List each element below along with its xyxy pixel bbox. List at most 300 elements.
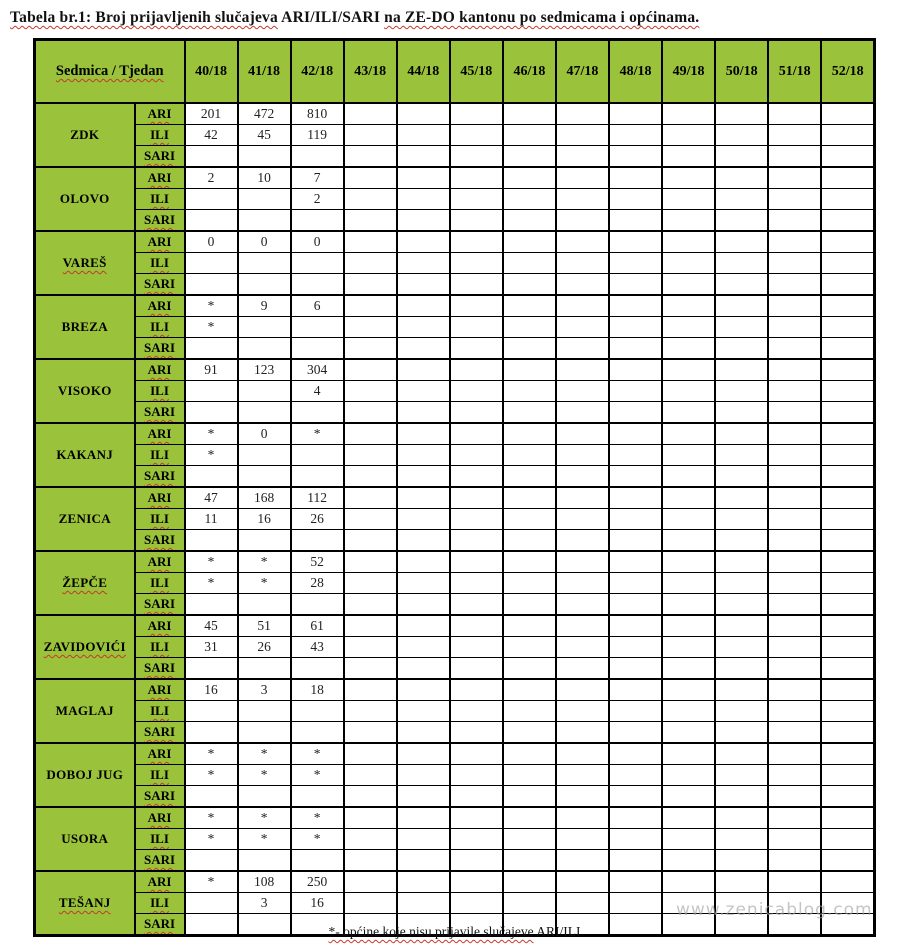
row-type-cell: ILI	[135, 893, 185, 914]
data-cell	[768, 359, 821, 381]
data-cell: *	[291, 423, 344, 445]
data-cell	[768, 210, 821, 232]
data-cell	[556, 231, 609, 253]
data-cell: *	[238, 573, 291, 594]
data-cell: 42	[185, 125, 238, 146]
row-type-cell: SARI	[135, 914, 185, 936]
data-cell: 0	[238, 423, 291, 445]
table-row	[35, 359, 875, 381]
data-cell	[609, 551, 662, 573]
data-cell	[344, 359, 397, 381]
data-cell	[344, 850, 397, 872]
data-cell	[715, 829, 768, 850]
data-cell	[556, 551, 609, 573]
data-cell	[662, 658, 715, 680]
data-cell	[662, 317, 715, 338]
data-cell	[503, 871, 556, 893]
data-cell	[503, 167, 556, 189]
row-type-cell: ILI	[135, 125, 185, 146]
data-cell	[715, 445, 768, 466]
data-cell	[662, 402, 715, 424]
data-cell	[556, 445, 609, 466]
data-cell	[715, 338, 768, 360]
data-cell	[609, 125, 662, 146]
table-row	[35, 871, 875, 893]
data-cell: *	[238, 743, 291, 765]
data-cell	[821, 381, 874, 402]
data-cell	[662, 253, 715, 274]
data-cell: *	[185, 423, 238, 445]
data-cell	[556, 829, 609, 850]
data-cell	[768, 253, 821, 274]
data-cell	[450, 295, 503, 317]
data-cell	[821, 189, 874, 210]
data-cell	[397, 466, 450, 488]
data-cell	[662, 487, 715, 509]
data-cell: *	[238, 829, 291, 850]
data-cell	[344, 722, 397, 744]
municipality-cell: OLOVO	[35, 167, 135, 231]
row-type-cell: SARI	[135, 786, 185, 808]
data-cell	[609, 679, 662, 701]
data-cell	[821, 551, 874, 573]
data-cell	[556, 167, 609, 189]
data-cell	[503, 551, 556, 573]
row-type-cell: ARI	[135, 295, 185, 317]
page-title-part1: Tabela br.1: Broj prijavljenih slučajeva	[10, 9, 278, 26]
row-type-cell: ILI	[135, 253, 185, 274]
data-cell	[450, 338, 503, 360]
data-cell	[662, 551, 715, 573]
data-cell	[662, 445, 715, 466]
data-cell	[291, 466, 344, 488]
data-cell: 7	[291, 167, 344, 189]
data-cell	[450, 231, 503, 253]
row-type-cell: ILI	[135, 829, 185, 850]
data-cell	[185, 594, 238, 616]
data-cell	[768, 338, 821, 360]
data-cell	[503, 743, 556, 765]
data-cell	[503, 381, 556, 402]
data-cell	[609, 295, 662, 317]
municipality-cell: ŽEPČE	[35, 551, 135, 615]
data-cell: 10	[238, 167, 291, 189]
municipality-cell: MAGLAJ	[35, 679, 135, 743]
municipality-cell: ZAVIDOVIĆI	[35, 615, 135, 679]
data-cell: 45	[238, 125, 291, 146]
data-cell	[450, 701, 503, 722]
data-cell	[556, 722, 609, 744]
data-cell	[503, 893, 556, 914]
data-cell	[556, 615, 609, 637]
data-cell	[821, 509, 874, 530]
data-cell	[397, 167, 450, 189]
data-cell	[821, 210, 874, 232]
data-cell	[238, 381, 291, 402]
table-row	[35, 231, 875, 253]
data-cell	[715, 573, 768, 594]
table-row	[35, 295, 875, 317]
data-cell	[609, 338, 662, 360]
data-cell	[185, 658, 238, 680]
data-cell	[397, 189, 450, 210]
data-cell	[397, 210, 450, 232]
data-cell	[715, 125, 768, 146]
data-cell	[715, 658, 768, 680]
data-cell	[450, 509, 503, 530]
data-cell	[450, 551, 503, 573]
data-cell	[450, 210, 503, 232]
data-cell	[556, 295, 609, 317]
data-cell	[344, 295, 397, 317]
data-cell: 304	[291, 359, 344, 381]
data-cell	[503, 423, 556, 445]
data-cell	[662, 189, 715, 210]
data-cell	[185, 402, 238, 424]
data-cell	[397, 594, 450, 616]
data-cell	[397, 615, 450, 637]
data-cell: *	[291, 829, 344, 850]
data-cell	[662, 807, 715, 829]
data-cell	[238, 786, 291, 808]
data-cell	[609, 167, 662, 189]
data-cell	[503, 210, 556, 232]
data-cell	[609, 829, 662, 850]
data-cell	[397, 103, 450, 125]
data-cell: *	[238, 765, 291, 786]
table-row	[35, 679, 875, 701]
data-cell: 123	[238, 359, 291, 381]
data-cell	[450, 786, 503, 808]
data-cell	[238, 530, 291, 552]
data-cell	[450, 530, 503, 552]
data-cell	[821, 722, 874, 744]
data-cell	[344, 189, 397, 210]
data-cell	[344, 253, 397, 274]
table-row	[35, 274, 875, 296]
data-cell	[715, 807, 768, 829]
data-cell	[821, 445, 874, 466]
data-cell	[344, 338, 397, 360]
data-cell	[609, 231, 662, 253]
data-cell	[609, 274, 662, 296]
data-cell	[397, 295, 450, 317]
data-cell	[503, 765, 556, 786]
data-cell	[715, 189, 768, 210]
data-cell	[556, 786, 609, 808]
data-cell: 18	[291, 679, 344, 701]
table-row	[35, 423, 875, 445]
data-cell	[609, 637, 662, 658]
data-cell	[609, 807, 662, 829]
data-cell	[768, 765, 821, 786]
data-cell	[556, 125, 609, 146]
data-cell	[185, 893, 238, 914]
week-header-cell: 44/18	[397, 40, 450, 104]
data-cell	[768, 679, 821, 701]
data-cell	[556, 210, 609, 232]
data-cell	[609, 253, 662, 274]
data-cell: *	[291, 807, 344, 829]
data-cell	[397, 423, 450, 445]
data-cell	[503, 829, 556, 850]
data-cell	[397, 765, 450, 786]
data-cell	[344, 615, 397, 637]
data-cell	[556, 871, 609, 893]
data-cell	[450, 743, 503, 765]
data-cell	[768, 487, 821, 509]
data-cell	[344, 509, 397, 530]
data-cell	[768, 317, 821, 338]
table-row	[35, 125, 875, 146]
table-row	[35, 743, 875, 765]
data-cell	[450, 594, 503, 616]
data-cell	[344, 146, 397, 168]
row-type-cell: SARI	[135, 658, 185, 680]
data-cell	[715, 765, 768, 786]
data-cell	[503, 103, 556, 125]
data-cell	[238, 466, 291, 488]
data-cell: 119	[291, 125, 344, 146]
data-cell	[662, 466, 715, 488]
row-type-cell: ILI	[135, 637, 185, 658]
data-cell: *	[185, 445, 238, 466]
data-cell	[238, 594, 291, 616]
data-cell	[344, 807, 397, 829]
data-cell	[503, 338, 556, 360]
data-cell	[609, 103, 662, 125]
data-cell	[768, 615, 821, 637]
data-cell: *	[185, 317, 238, 338]
data-cell	[503, 146, 556, 168]
data-cell	[238, 445, 291, 466]
data-cell	[450, 893, 503, 914]
data-cell	[609, 893, 662, 914]
data-cell: 31	[185, 637, 238, 658]
data-cell	[768, 146, 821, 168]
week-header-cell: 40/18	[185, 40, 238, 104]
data-cell	[768, 125, 821, 146]
data-cell	[768, 381, 821, 402]
data-cell	[821, 487, 874, 509]
row-type-cell: ARI	[135, 423, 185, 445]
data-cell	[397, 722, 450, 744]
data-cell	[450, 274, 503, 296]
data-cell	[768, 231, 821, 253]
data-cell	[397, 231, 450, 253]
data-cell	[450, 765, 503, 786]
data-cell	[821, 402, 874, 424]
data-cell	[715, 210, 768, 232]
row-type-cell: ARI	[135, 679, 185, 701]
data-cell	[185, 381, 238, 402]
data-cell	[503, 402, 556, 424]
data-cell	[450, 722, 503, 744]
data-cell	[556, 509, 609, 530]
data-cell	[344, 551, 397, 573]
data-cell	[609, 722, 662, 744]
data-cell: 45	[185, 615, 238, 637]
row-type-cell: ILI	[135, 701, 185, 722]
week-header-cell: 51/18	[768, 40, 821, 104]
data-cell	[344, 594, 397, 616]
data-cell	[821, 871, 874, 893]
municipality-cell: TEŠANJ	[35, 871, 135, 936]
corner-header-cell	[35, 40, 185, 104]
table-row	[35, 850, 875, 872]
data-cell: 2	[291, 189, 344, 210]
data-cell	[503, 487, 556, 509]
data-cell	[768, 466, 821, 488]
data-cell	[397, 871, 450, 893]
data-cell	[503, 359, 556, 381]
data-cell	[238, 658, 291, 680]
data-cell	[291, 274, 344, 296]
data-cell	[556, 637, 609, 658]
data-cell	[662, 573, 715, 594]
row-type-cell: ARI	[135, 615, 185, 637]
data-cell	[291, 701, 344, 722]
data-cell	[768, 423, 821, 445]
data-cell	[662, 530, 715, 552]
data-cell	[768, 743, 821, 765]
data-cell	[397, 786, 450, 808]
data-cell	[344, 317, 397, 338]
data-cell	[662, 871, 715, 893]
week-header-cell: 46/18	[503, 40, 556, 104]
data-cell	[185, 189, 238, 210]
data-cell	[609, 701, 662, 722]
data-cell	[450, 381, 503, 402]
data-cell	[662, 765, 715, 786]
data-cell	[397, 807, 450, 829]
data-cell: 9	[238, 295, 291, 317]
data-cell	[821, 594, 874, 616]
data-cell	[715, 850, 768, 872]
data-cell	[662, 615, 715, 637]
data-cell	[503, 231, 556, 253]
row-type-cell: ILI	[135, 765, 185, 786]
data-cell	[715, 466, 768, 488]
data-cell: 43	[291, 637, 344, 658]
data-cell: 201	[185, 103, 238, 125]
data-cell	[609, 615, 662, 637]
data-cell	[768, 658, 821, 680]
data-cell	[609, 786, 662, 808]
data-cell	[450, 402, 503, 424]
data-cell: 0	[185, 231, 238, 253]
data-cell	[503, 637, 556, 658]
data-cell	[609, 210, 662, 232]
data-cell	[397, 509, 450, 530]
data-cell	[556, 807, 609, 829]
municipality-cell: DOBOJ JUG	[35, 743, 135, 807]
data-cell	[662, 679, 715, 701]
data-cell	[450, 679, 503, 701]
table-row	[35, 829, 875, 850]
data-cell	[821, 807, 874, 829]
row-type-cell: SARI	[135, 274, 185, 296]
data-cell	[821, 765, 874, 786]
data-cell	[768, 274, 821, 296]
data-cell	[556, 146, 609, 168]
data-cell	[503, 295, 556, 317]
data-cell: 250	[291, 871, 344, 893]
table-header-row	[35, 40, 875, 104]
data-cell	[450, 423, 503, 445]
data-cell	[715, 103, 768, 125]
data-cell: 4	[291, 381, 344, 402]
table-row	[35, 146, 875, 168]
data-cell	[768, 295, 821, 317]
data-cell	[397, 551, 450, 573]
data-cell	[662, 125, 715, 146]
data-cell	[662, 594, 715, 616]
table-row	[35, 807, 875, 829]
row-type-cell: ARI	[135, 359, 185, 381]
data-cell	[662, 274, 715, 296]
data-cell	[397, 658, 450, 680]
data-cell	[662, 146, 715, 168]
data-cell	[715, 487, 768, 509]
data-cell	[450, 487, 503, 509]
row-type-cell: ARI	[135, 807, 185, 829]
data-cell	[662, 743, 715, 765]
table-row	[35, 509, 875, 530]
row-type-cell: ILI	[135, 573, 185, 594]
data-cell	[662, 786, 715, 808]
data-cell	[238, 338, 291, 360]
data-cell	[397, 381, 450, 402]
data-cell	[821, 423, 874, 445]
data-cell	[397, 829, 450, 850]
data-cell	[291, 658, 344, 680]
watermark: www.zenicablog.com	[676, 900, 873, 920]
table-row	[35, 530, 875, 552]
data-cell	[450, 573, 503, 594]
row-type-cell: ILI	[135, 445, 185, 466]
data-cell	[344, 871, 397, 893]
data-cell	[821, 466, 874, 488]
data-cell	[715, 167, 768, 189]
row-type-cell: ARI	[135, 551, 185, 573]
row-type-cell: SARI	[135, 402, 185, 424]
page-title	[10, 9, 699, 27]
data-cell	[450, 253, 503, 274]
data-cell	[662, 231, 715, 253]
row-type-cell: ARI	[135, 743, 185, 765]
data-cell	[238, 402, 291, 424]
data-cell	[556, 423, 609, 445]
table-row	[35, 658, 875, 680]
data-cell	[503, 317, 556, 338]
data-cell	[503, 807, 556, 829]
row-type-cell: SARI	[135, 850, 185, 872]
data-cell	[609, 381, 662, 402]
data-cell	[344, 530, 397, 552]
data-cell	[821, 274, 874, 296]
data-cell	[609, 530, 662, 552]
data-cell	[556, 317, 609, 338]
data-cell	[397, 850, 450, 872]
table-row	[35, 765, 875, 786]
data-cell	[503, 509, 556, 530]
ari-ili-sari-weekly-table	[33, 38, 876, 937]
data-cell	[503, 722, 556, 744]
data-cell: *	[185, 295, 238, 317]
data-cell: 6	[291, 295, 344, 317]
data-cell	[556, 381, 609, 402]
